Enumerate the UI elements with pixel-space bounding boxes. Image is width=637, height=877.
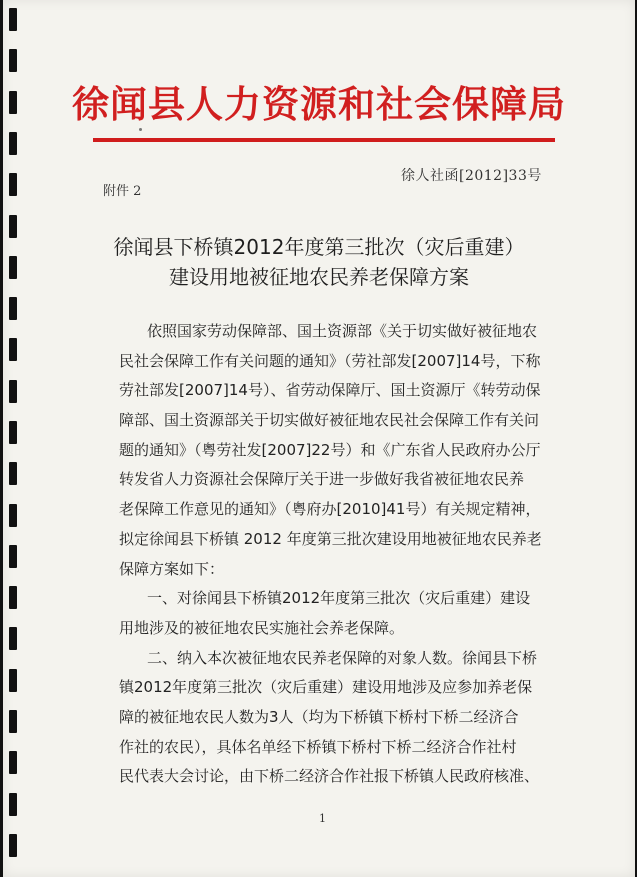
body-line: 保障方案如下： [119, 559, 225, 578]
binder-hole [9, 132, 17, 155]
binder-hole [9, 504, 17, 527]
attachment-label: 附件 2 [103, 184, 142, 199]
binder-hole [9, 545, 17, 568]
letterhead-title: 徐闻县人力资源和社会保障局 [72, 82, 566, 126]
binder-hole [9, 710, 17, 733]
document-body [119, 317, 559, 792]
body-line: 二、纳入本次被征地农民养老保障的对象人数。徐闻县下桥 [147, 648, 538, 667]
binder-hole [9, 462, 17, 485]
paper-mark [139, 128, 142, 131]
body-line: 作社的农民），具体名单经下桥镇下桥村下桥二经济合作社村 [119, 737, 517, 756]
document-number: 徐人社函[2012]33号 [401, 168, 542, 184]
binder-hole [9, 421, 17, 444]
binder-hole [9, 586, 17, 609]
binder-hole [9, 834, 17, 857]
body-line: 一、对徐闻县下桥镇2012年度第三批次（灾后重建）建设 [147, 589, 531, 608]
document-title-line-1: 徐闻县下桥镇2012年度第三批次（灾后重建） [113, 235, 525, 259]
document-title-line-2: 建设用地被征地农民养老保障方案 [169, 265, 469, 289]
body-line: 障部、国土资源部关于切实做好被征地农民社会保障工作有关问 [119, 411, 540, 430]
binder-hole [9, 380, 17, 403]
page-number: 1 [319, 812, 326, 825]
binder-hole [9, 793, 17, 816]
body-line: 拟定徐闻县下桥镇 2012 年度第三批次建设用地被征地农民养老 [119, 529, 542, 548]
body-line: 障的被征地农民人数为3人（均为下桥镇下桥村下桥二经济合 [119, 707, 519, 726]
binder-hole [9, 8, 17, 31]
body-line: 题的通知》（粤劳社发[2007]22号）和《广东省人民政府办公厅 [119, 440, 541, 459]
binder-hole [9, 338, 17, 361]
binder-hole [9, 751, 17, 774]
body-line: 转发省人力资源社会保障厅关于进一步做好我省被征地农民养 [119, 470, 525, 489]
body-line: 依照国家劳动保障部、国土资源部《关于切实做好被征地农 [147, 322, 538, 340]
body-line: 老保障工作意见的通知》（粤府办[2010]41号）有关规定精神， [119, 500, 541, 519]
letterhead-red-rule [93, 138, 555, 142]
binder-hole [9, 173, 17, 196]
body-line: 镇2012年度第三批次（灾后重建）建设用地涉及应参加养老保 [119, 678, 533, 697]
binder-hole [9, 297, 17, 320]
binder-hole [9, 669, 17, 692]
body-line: 民社会保障工作有关问题的通知》（劳社部发[2007]14号，下称 [119, 351, 541, 370]
binder-hole [9, 49, 17, 72]
body-line: 民代表大会讨论，由下桥二经济合作社报下桥镇人民政府核准、 [119, 767, 540, 786]
body-line: 劳社部发[2007]14号）、省劳动保障厅、国土资源厅《转劳动保 [119, 381, 541, 400]
binder-hole [9, 627, 17, 650]
document-page [3, 0, 635, 877]
body-line: 用地涉及的被征地农民实施社会养老保障。 [119, 618, 405, 637]
